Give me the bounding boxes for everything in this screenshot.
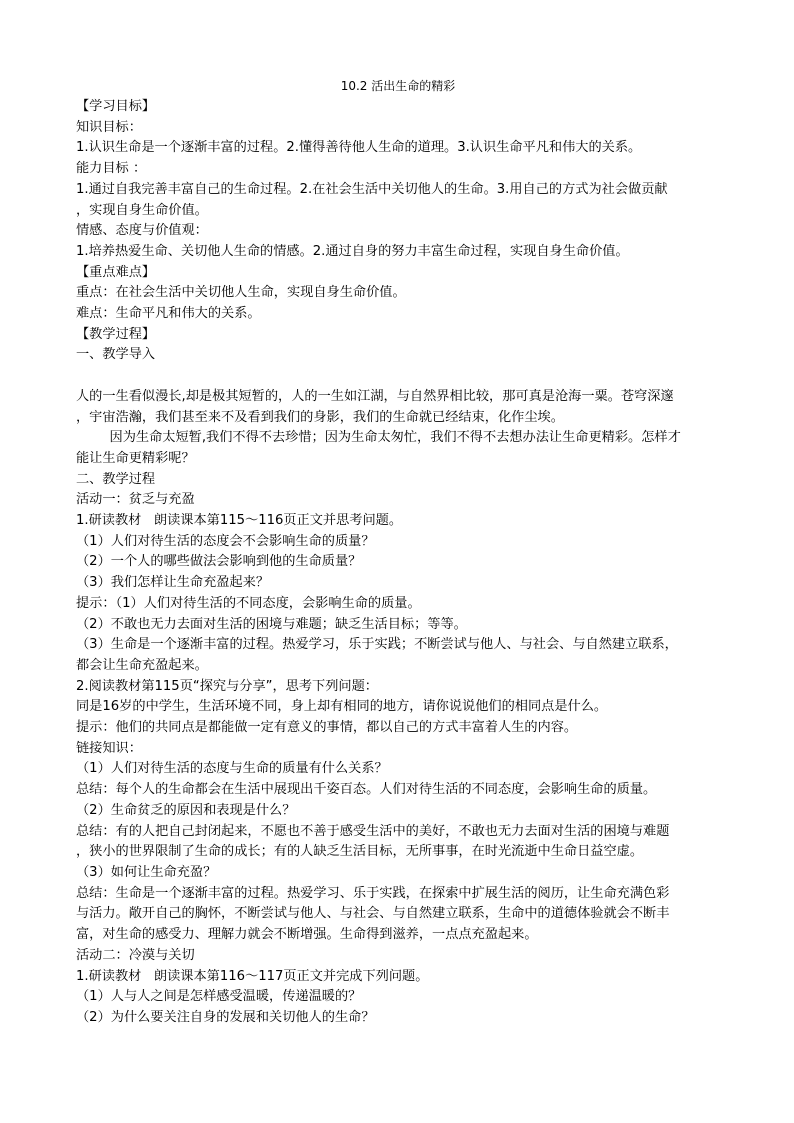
heading-learning-goals: 【学习目标】 <box>76 99 156 114</box>
hint-item-cont: 都会让生命充盈起来。 <box>76 657 208 673</box>
summary-item-cont: 与活力。敞开自己的胸怀，不断尝试与他人、与社会、与自然建立联系，生命中的道德体验就会不断丰 <box>76 906 670 922</box>
blank-line <box>76 366 720 387</box>
linked-knowledge-label: 链接知识： <box>76 740 142 756</box>
ability-goals-text: 1.通过自我完善丰富自己的生命过程。2.在社会生活中关切他人的生命。3.用自己的方式为社会做贡献 <box>76 181 668 197</box>
intro-paragraph-line-1: 人的一生看似漫长,却是极其短暂的，人的一生如江湖，与自然界相比较，那可真是沧海一粟。苍穹深邃 <box>76 388 674 404</box>
hint-item: 提示：（1）人们对待生活的不同态度，会影响生命的质量。 <box>76 595 421 611</box>
summary-item: 总结：生命是一个逐渐丰富的过程。热爱学习、乐于实践，在探索中扩展生活的阅历，让生命充满色彩 <box>76 885 670 901</box>
document-page <box>76 76 720 1029</box>
summary-item: 总结：有的人把自己封闭起来，不愿也不善于感受生活中的美好，不敢也无力去面对生活的困境与难题 <box>76 823 670 839</box>
section-intro-heading: 一、教学导入 <box>76 347 156 363</box>
question-item: （1）人们对待生活的态度会不会影响生命的质量？ <box>76 533 375 549</box>
question-item: （1）人们对待生活的态度与生命的质量有什么关系？ <box>76 761 388 777</box>
ability-goals-label: 能力目标 ： <box>76 161 147 177</box>
emotion-goals-label: 情感、态度与价值观： <box>76 223 208 239</box>
question-item: （2）一个人的哪些做法会影响到他的生命质量？ <box>76 554 362 570</box>
question-item: （3）我们怎样让生命充盈起来？ <box>76 575 270 591</box>
summary-item: 总结：每个人的生命都会在生活中展现出千姿百态。人们对待生活的不同态度，会影响生命的质量。 <box>76 782 657 798</box>
document-body <box>76 97 720 1029</box>
intro-paragraph2-line-2: 能让生命更精彩呢？ <box>76 450 195 466</box>
question-item: （3）如何让生命充盈？ <box>76 865 217 880</box>
activity-two-step-1: 1.研读教材 朗读课本第116～117页正文并完成下列问题。 <box>76 968 429 984</box>
hint-item: （3）生命是一个逐渐丰富的过程。热爱学习，乐于实践；不断尝试与他人、与社会、与自然建立联系， <box>76 637 678 653</box>
activity-one-step-1: 1.研读教材 朗读课本第115～116页正文并思考问题。 <box>76 513 403 529</box>
hint-item: 提示：他们的共同点是都能做一定有意义的事情，都以自己的方式丰富着人生的内容。 <box>76 720 578 736</box>
summary-item-cont: 富，对生命的感受力、理解力就会不断增强。生命得到滋养，一点点充盈起来。 <box>76 927 538 943</box>
knowledge-goals-text: 1.认识生命是一个逐渐丰富的过程。2.懂得善待他人生命的道理。3.认识生命平凡和伟大的关系。 <box>76 140 642 156</box>
key-point-text: 重点：在社会生活中关切他人生命，实现自身生命价值。 <box>76 285 406 301</box>
activity-two-heading: 活动二：冷漠与关切 <box>76 947 195 963</box>
activity-one-heading: 活动一：贫乏与充盈 <box>76 492 195 508</box>
heading-teaching-process: 【教学过程】 <box>76 326 156 342</box>
intro-paragraph-line-2: ，宇宙浩瀚，我们甚至来不及看到我们的身影，我们的生命就已经结束，化作尘埃。 <box>76 409 564 425</box>
heading-key-points: 【重点难点】 <box>76 264 156 280</box>
knowledge-goals-label: 知识目标： <box>76 119 142 135</box>
question-item: （2）为什么要关注自身的发展和关切他人的生命？ <box>76 1009 375 1025</box>
document-title: 10.2 活出生命的精彩 <box>340 79 456 93</box>
question-item: 同是16岁的中学生，生活环境不同，身上却有相同的地方，请你说说他们的相同点是什么。 <box>76 699 608 715</box>
question-item: （2）生命贫乏的原因和表现是什么？ <box>76 802 296 818</box>
summary-item-cont: ，狭小的世界限制了生命的成长；有的人缺乏生活目标，无所事事，在时光流逝中生命日益空虚。 <box>76 844 644 860</box>
difficult-point-text: 难点：生命平凡和伟大的关系。 <box>76 306 261 322</box>
question-item: （1）人与人之间是怎样感受温暖，传递温暖的？ <box>76 989 362 1005</box>
ability-goals-text-cont: ，实现自身生命价值。 <box>76 202 208 218</box>
hint-item: （2）不敢也无力去面对生活的困境与难题；缺乏生活目标；等等。 <box>76 616 467 632</box>
section-process-heading: 二、教学过程 <box>76 471 156 487</box>
activity-one-step-2: 2.阅读教材第115页“探究与分享”，思考下列问题： <box>76 678 378 694</box>
intro-paragraph2-line-1: 因为生命太短暂,我们不得不去珍惜；因为生命太匆忙，我们不得不去想办法让生命更精彩。怎样才 <box>76 430 681 446</box>
emotion-goals-text: 1.培养热爱生命、关切他人生命的情感。2.通过自身的努力丰富生命过程，实现自身生命价值。 <box>76 243 629 259</box>
